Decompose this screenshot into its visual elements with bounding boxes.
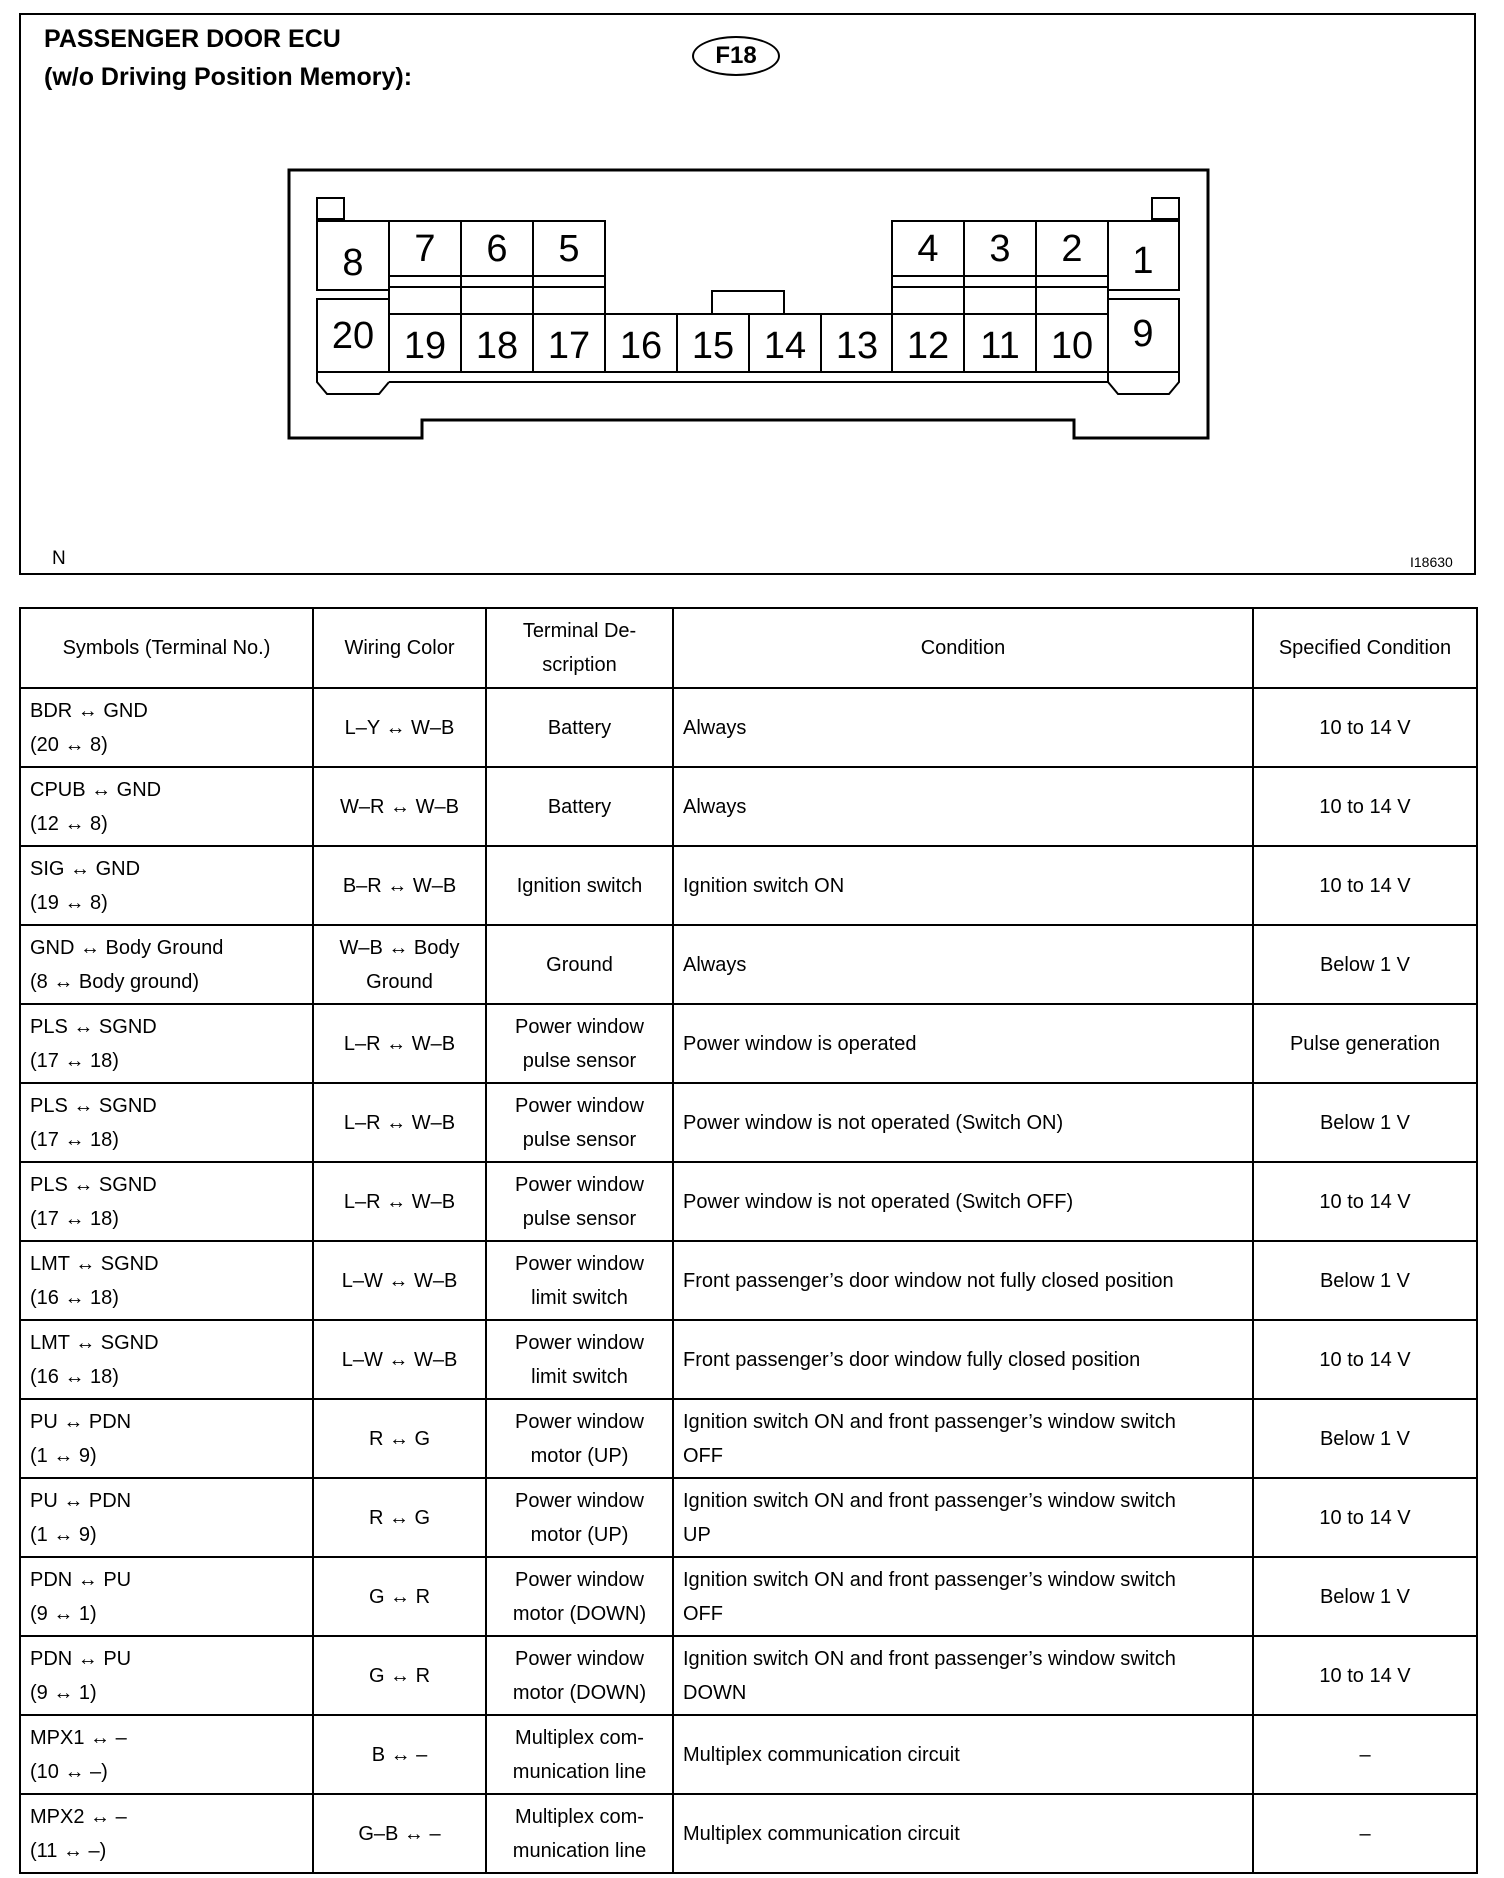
header-symbols: Symbols (Terminal No.) [20,608,313,688]
table-row [20,1794,1477,1873]
cell-symbols: MPX2 ↔ – (11 ↔ –) [20,1794,313,1873]
cell-specified-condition: – [1253,1794,1477,1873]
cell-specified-condition: 10 to 14 V [1253,846,1477,925]
cell-terminal-description: Ground [486,925,673,1004]
cell-condition: Ignition switch ON [673,846,1253,925]
header-specified-condition: Specified Condition [1253,608,1477,688]
cell-condition: Power window is not operated (Switch ON) [673,1083,1253,1162]
table-row [20,1399,1477,1478]
table-row [20,688,1477,767]
title-line-1: PASSENGER DOOR ECU [44,25,341,53]
cell-terminal-description: Power window limit switch [486,1320,673,1399]
cell-condition: Ignition switch ON and front passenger’s window switch OFF [673,1399,1253,1478]
cell-wiring-color: G–B ↔ – [313,1794,486,1873]
pin-label-17: 17 [547,325,591,367]
cell-specified-condition: Below 1 V [1253,1241,1477,1320]
connector-drawing [0,0,1504,600]
cell-terminal-description: Power window motor (UP) [486,1399,673,1478]
corner-label: N [52,548,66,569]
cell-wiring-color: B ↔ – [313,1715,486,1794]
cell-condition: Multiplex communication circuit [673,1794,1253,1873]
cell-terminal-description: Battery [486,688,673,767]
cell-condition: Front passenger’s door window not fully closed position [673,1241,1253,1320]
cell-terminal-description: Battery [486,767,673,846]
cell-symbols: PLS ↔ SGND (17 ↔ 18) [20,1004,313,1083]
cell-terminal-description: Power window motor (DOWN) [486,1557,673,1636]
cell-symbols: GND ↔ Body Ground (8 ↔ Body ground) [20,925,313,1004]
cell-symbols: PLS ↔ SGND (17 ↔ 18) [20,1162,313,1241]
locating-tab-left [317,198,344,219]
cell-terminal-description: Power window motor (DOWN) [486,1636,673,1715]
cell-wiring-color: L–R ↔ W–B [313,1083,486,1162]
cell-symbols: PDN ↔ PU (9 ↔ 1) [20,1636,313,1715]
pin-label-9: 9 [1132,313,1154,355]
cell-terminal-description: Power window pulse sensor [486,1004,673,1083]
cell-specified-condition: 10 to 14 V [1253,1320,1477,1399]
table-row [20,1241,1477,1320]
cell-wiring-color: R ↔ G [313,1399,486,1478]
figure-id: I18630 [1410,554,1453,570]
cell-symbols: PU ↔ PDN (1 ↔ 9) [20,1399,313,1478]
cell-specified-condition: 10 to 14 V [1253,767,1477,846]
cell-wiring-color: L–W ↔ W–B [313,1320,486,1399]
cell-condition: Ignition switch ON and front passenger’s window switch OFF [673,1557,1253,1636]
cell-wiring-color: L–W ↔ W–B [313,1241,486,1320]
cell-terminal-description: Power window pulse sensor [486,1162,673,1241]
cell-specified-condition: Below 1 V [1253,1399,1477,1478]
pin-label-14: 14 [763,325,807,367]
table-row [20,1320,1477,1399]
center-key [712,291,784,314]
cell-terminal-description: Power window motor (UP) [486,1478,673,1557]
cell-specified-condition: Below 1 V [1253,1083,1477,1162]
cell-condition: Front passenger’s door window fully closed position [673,1320,1253,1399]
table-row [20,1478,1477,1557]
pin-label-2: 2 [1061,228,1083,270]
cell-wiring-color: L–Y ↔ W–B [313,688,486,767]
pin-label-5: 5 [558,228,580,270]
pin-label-11: 11 [980,325,1020,367]
locating-tab-right [1152,198,1179,219]
pin-label-10: 10 [1050,325,1094,367]
cell-wiring-color: W–B ↔ Body Ground [313,925,486,1004]
cell-terminal-description: Multiplex com- munication line [486,1794,673,1873]
cell-terminal-description: Power window limit switch [486,1241,673,1320]
cell-symbols: CPUB ↔ GND (12 ↔ 8) [20,767,313,846]
pin-label-8: 8 [342,242,364,284]
table-row [20,1004,1477,1083]
table-row [20,1636,1477,1715]
cell-specified-condition: Pulse generation [1253,1004,1477,1083]
table-row [20,767,1477,846]
pin-skirt-left [317,372,389,394]
terminal-spec-table [19,607,1478,1874]
table-row [20,1162,1477,1241]
pin-label-16: 16 [619,325,663,367]
cell-symbols: SIG ↔ GND (19 ↔ 8) [20,846,313,925]
table-row [20,1557,1477,1636]
cell-specified-condition: 10 to 14 V [1253,1478,1477,1557]
cell-condition: Power window is not operated (Switch OFF) [673,1162,1253,1241]
table-row [20,1083,1477,1162]
cell-wiring-color: L–R ↔ W–B [313,1162,486,1241]
header-condition: Condition [673,608,1253,688]
pin-label-20: 20 [331,315,375,357]
cell-symbols: PDN ↔ PU (9 ↔ 1) [20,1557,313,1636]
table-row [20,846,1477,925]
cell-symbols: PU ↔ PDN (1 ↔ 9) [20,1478,313,1557]
cell-wiring-color: W–R ↔ W–B [313,767,486,846]
pin-label-15: 15 [691,325,735,367]
cell-symbols: LMT ↔ SGND (16 ↔ 18) [20,1320,313,1399]
cell-condition: Always [673,688,1253,767]
cell-wiring-color: B–R ↔ W–B [313,846,486,925]
cell-terminal-description: Ignition switch [486,846,673,925]
cell-specified-condition: 10 to 14 V [1253,1162,1477,1241]
cell-condition: Multiplex communication circuit [673,1715,1253,1794]
title-line-2: (w/o Driving Position Memory): [44,63,413,91]
cell-symbols: LMT ↔ SGND (16 ↔ 18) [20,1241,313,1320]
pin-skirt-right [1108,372,1179,394]
pin-label-3: 3 [989,228,1011,270]
cell-symbols: PLS ↔ SGND (17 ↔ 18) [20,1083,313,1162]
cell-wiring-color: R ↔ G [313,1478,486,1557]
cell-condition: Ignition switch ON and front passenger’s window switch DOWN [673,1636,1253,1715]
cell-symbols: BDR ↔ GND (20 ↔ 8) [20,688,313,767]
pin-label-18: 18 [475,325,519,367]
cell-symbols: MPX1 ↔ – (10 ↔ –) [20,1715,313,1794]
table-row [20,925,1477,1004]
header-terminal-description: Terminal De- scription [486,608,673,688]
cell-wiring-color: G ↔ R [313,1636,486,1715]
header-wiring-color: Wiring Color [313,608,486,688]
cell-specified-condition: 10 to 14 V [1253,688,1477,767]
cell-condition: Always [673,767,1253,846]
cell-condition: Power window is operated [673,1004,1253,1083]
cell-terminal-description: Multiplex com- munication line [486,1715,673,1794]
pin-label-7: 7 [414,228,436,270]
connector-housing [289,170,1208,438]
cell-specified-condition: Below 1 V [1253,1557,1477,1636]
pin-label-4: 4 [917,228,939,270]
cell-specified-condition: 10 to 14 V [1253,1636,1477,1715]
cell-condition: Ignition switch ON and front passenger’s window switch UP [673,1478,1253,1557]
cell-specified-condition: – [1253,1715,1477,1794]
table-header-row [20,608,1477,688]
pin-label-13: 13 [835,325,879,367]
pin-label-1: 1 [1132,240,1154,282]
cell-specified-condition: Below 1 V [1253,925,1477,1004]
cell-terminal-description: Power window pulse sensor [486,1083,673,1162]
cell-wiring-color: G ↔ R [313,1557,486,1636]
cell-condition: Always [673,925,1253,1004]
pin-label-6: 6 [486,228,508,270]
table-row [20,1715,1477,1794]
connector-code-badge: F18 [692,36,780,76]
pin-label-12: 12 [906,325,950,367]
pin-label-19: 19 [403,325,447,367]
cell-wiring-color: L–R ↔ W–B [313,1004,486,1083]
